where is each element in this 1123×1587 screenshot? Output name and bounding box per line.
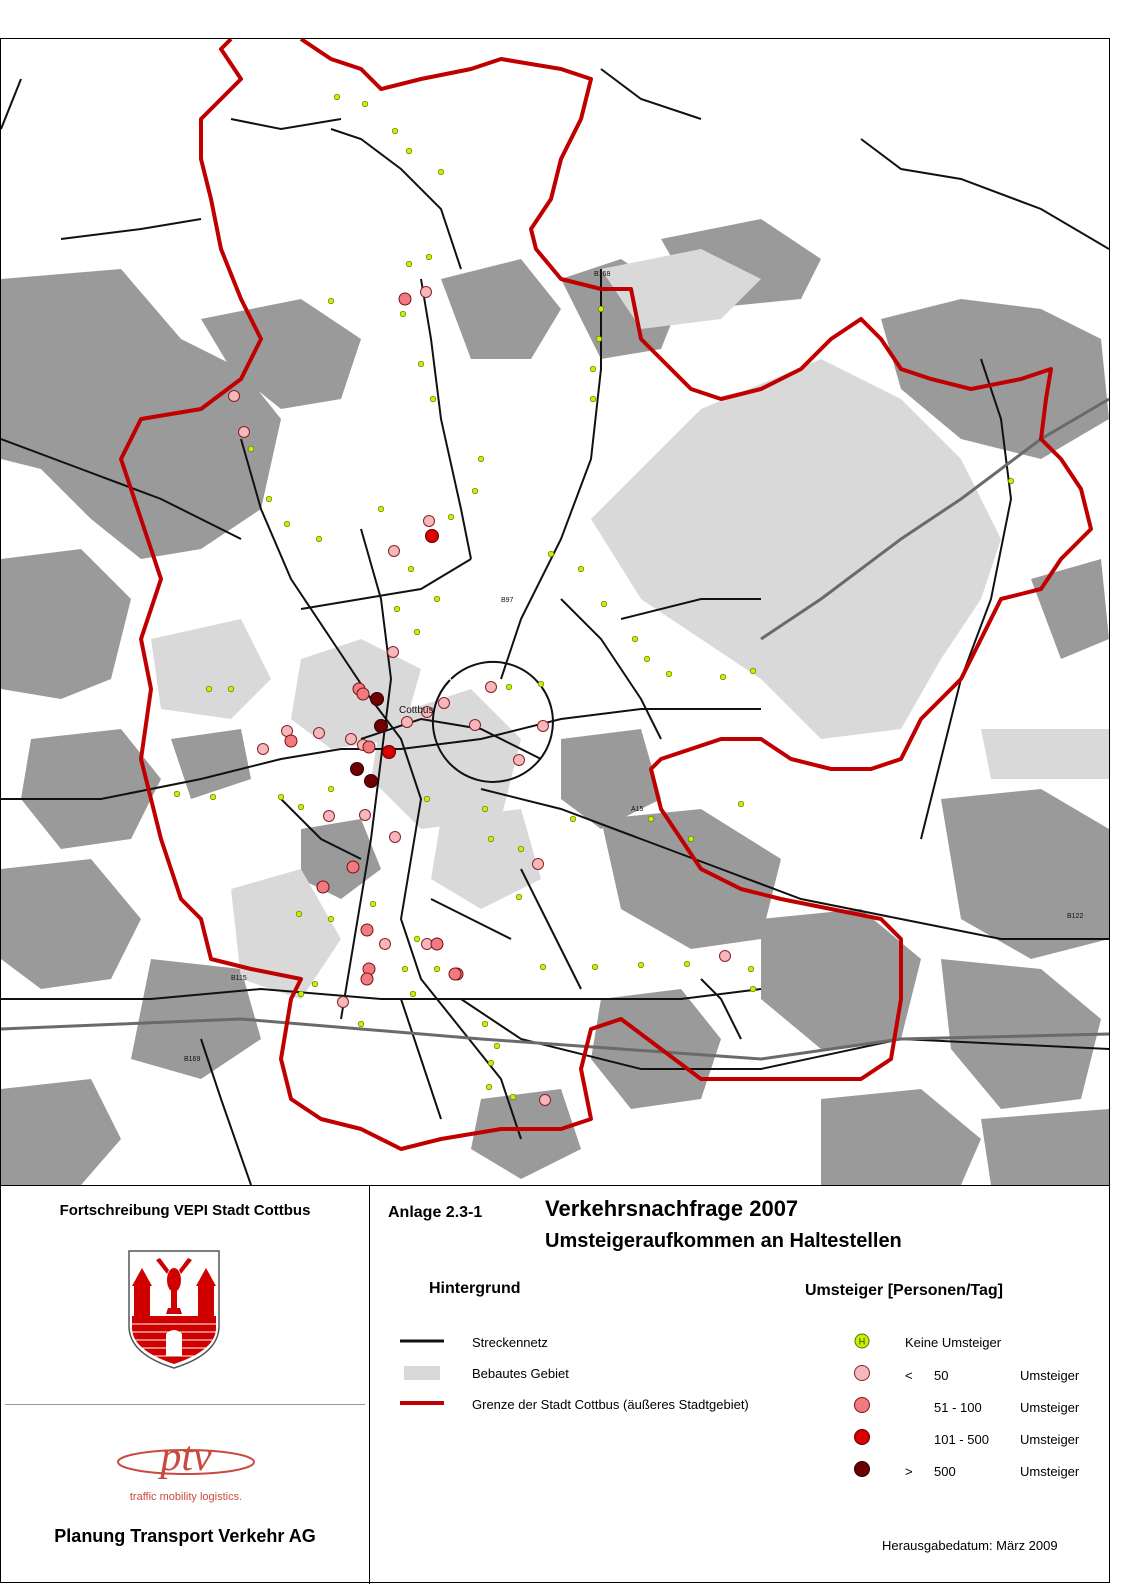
stop-gt500[interactable]	[371, 693, 384, 706]
stop-lt50[interactable]	[514, 755, 525, 766]
stop-51-100[interactable]	[285, 735, 297, 747]
stop-lt50[interactable]	[424, 516, 435, 527]
stop-no-transfer[interactable]	[486, 1084, 492, 1090]
city-crest-icon	[124, 1246, 224, 1371]
stop-no-transfer[interactable]	[592, 964, 598, 970]
legend-51-100-label: Umsteiger	[1020, 1400, 1080, 1415]
built-area-swatch-icon	[404, 1366, 440, 1380]
legend-gt500-operator: >	[905, 1464, 913, 1479]
stop-no-transfer[interactable]	[538, 681, 544, 687]
map-subtitle: Umsteigeraufkommen an Haltestellen	[545, 1230, 902, 1252]
stop-no-transfer[interactable]	[720, 674, 726, 680]
stop-gt500-icon	[853, 1460, 871, 1478]
stop-no-transfer[interactable]	[434, 966, 440, 972]
map-label-road: A15	[631, 806, 644, 813]
stop-lt50[interactable]	[388, 647, 399, 658]
stop-no-transfer[interactable]	[666, 671, 672, 677]
stop-gt500[interactable]	[351, 763, 364, 776]
stop-no-transfer[interactable]	[438, 169, 444, 175]
stop-lt50[interactable]	[421, 287, 432, 298]
stop-51-100[interactable]	[361, 973, 373, 985]
stop-51-100-icon	[853, 1396, 871, 1414]
stop-no-transfer[interactable]	[418, 361, 424, 367]
stop-no-transfer[interactable]	[410, 991, 416, 997]
stop-lt50-icon	[853, 1364, 871, 1382]
stop-no-transfer[interactable]	[494, 1043, 500, 1049]
map-area[interactable]	[1, 39, 1109, 1185]
stop-no-transfer[interactable]	[414, 936, 420, 942]
legend-lt50-operator: <	[905, 1368, 913, 1383]
stop-no-transfer[interactable]	[434, 596, 440, 602]
legend-51-100-range: 51 - 100	[934, 1400, 982, 1415]
stop-lt50[interactable]	[470, 720, 481, 731]
stop-no-transfer[interactable]	[228, 686, 234, 692]
stop-lt50[interactable]	[380, 939, 391, 950]
stop-lt50[interactable]	[720, 951, 731, 962]
organization-title: Fortschreibung VEPI Stadt Cottbus	[59, 1202, 311, 1219]
stop-no-transfer[interactable]	[408, 566, 414, 572]
legend-lt50-range: 50	[934, 1368, 949, 1383]
stop-lt50[interactable]	[390, 832, 401, 843]
stop-no-transfer[interactable]	[748, 966, 754, 972]
stop-no-transfer[interactable]	[392, 128, 398, 134]
stop-no-transfer[interactable]	[406, 148, 412, 154]
stop-no-transfer[interactable]	[601, 601, 607, 607]
ptv-tagline: traffic mobility logistics.	[129, 1491, 243, 1503]
stop-no-transfer[interactable]	[684, 961, 690, 967]
stop-no-transfer[interactable]	[278, 794, 284, 800]
stop-gt500[interactable]	[365, 775, 378, 788]
stop-no-transfer[interactable]	[426, 254, 432, 260]
stop-no-transfer[interactable]	[482, 1021, 488, 1027]
stop-no-transfer[interactable]	[488, 836, 494, 842]
stop-lt50[interactable]	[346, 734, 357, 745]
stop-lt50[interactable]	[314, 728, 325, 739]
stop-no-transfer[interactable]	[596, 336, 602, 342]
stop-lt50[interactable]	[486, 682, 497, 693]
stop-no-transfer[interactable]	[316, 536, 322, 542]
stop-no-transfer[interactable]	[570, 816, 576, 822]
stop-51-100[interactable]	[347, 861, 359, 873]
stop-no-transfer[interactable]	[506, 684, 512, 690]
svg-text:H: H	[858, 1336, 866, 1347]
stop-no-transfer[interactable]	[334, 94, 340, 100]
stop-no-transfer[interactable]	[590, 396, 596, 402]
map-label-road: B115	[231, 975, 247, 982]
stop-no-transfer[interactable]	[296, 911, 302, 917]
legend-gt500-range: 500	[934, 1464, 956, 1479]
stop-gt500[interactable]	[375, 720, 388, 733]
legend-item-built-area: Bebautes Gebiet	[472, 1366, 569, 1381]
stop-lt50[interactable]	[338, 997, 349, 1008]
stop-lt50[interactable]	[229, 391, 240, 402]
stop-101-500[interactable]	[426, 530, 439, 543]
stop-lt50[interactable]	[439, 698, 450, 709]
stop-no-transfer[interactable]	[328, 916, 334, 922]
map-label-road: B169	[184, 1056, 201, 1063]
stop-no-transfer[interactable]	[1008, 478, 1014, 484]
footer-left-column	[0, 1186, 370, 1584]
stop-lt50[interactable]	[538, 721, 549, 732]
stop-no-transfer[interactable]	[430, 396, 436, 402]
stop-51-100[interactable]	[317, 881, 329, 893]
stop-lt50[interactable]	[402, 717, 413, 728]
stop-no-transfer[interactable]	[358, 1021, 364, 1027]
legend-background-heading: Hintergrund	[429, 1280, 521, 1297]
stop-101-500[interactable]	[383, 746, 396, 759]
stop-no-transfer[interactable]	[284, 521, 290, 527]
stop-no-transfer[interactable]	[540, 964, 546, 970]
stop-no-transfer[interactable]	[472, 488, 478, 494]
stop-no-transfer[interactable]	[510, 1094, 516, 1100]
stop-no-transfer[interactable]	[248, 446, 254, 452]
stop-no-transfer[interactable]	[516, 894, 522, 900]
legend-transfer-heading: Umsteiger [Personen/Tag]	[805, 1282, 1003, 1299]
stop-no-transfer[interactable]	[206, 686, 212, 692]
stop-no-transfer[interactable]	[406, 261, 412, 267]
stop-no-transfer[interactable]	[548, 551, 554, 557]
stop-51-100[interactable]	[449, 968, 461, 980]
stop-lt50[interactable]	[533, 859, 544, 870]
ptv-logo-icon	[96, 1424, 276, 1504]
issue-date: Herausgabedatum: März 2009	[882, 1538, 1058, 1553]
annex-label: Anlage 2.3-1	[388, 1204, 483, 1221]
stop-no-transfer[interactable]	[298, 804, 304, 810]
stop-no-transfer[interactable]	[638, 962, 644, 968]
stop-no-transfer[interactable]	[488, 1060, 494, 1066]
map-canvas[interactable]	[1, 39, 1109, 1185]
stop-no-transfer[interactable]	[210, 794, 216, 800]
stop-no-transfer[interactable]	[648, 816, 654, 822]
stop-no-transfer[interactable]	[414, 629, 420, 635]
map-label-road: B122	[1067, 913, 1084, 920]
stop-no-transfer[interactable]	[424, 796, 430, 802]
legend-item-boundary: Grenze der Stadt Cottbus (äußeres Stadtgebiet)	[472, 1397, 749, 1412]
stop-51-100[interactable]	[361, 924, 373, 936]
ptv-logo-text: ptv	[160, 1434, 212, 1480]
stop-51-100[interactable]	[431, 938, 443, 950]
legend-101-500-range: 101 - 500	[934, 1432, 989, 1447]
footer-panel	[0, 1185, 1110, 1583]
stop-no-transfer[interactable]	[688, 836, 694, 842]
stop-no-transfer[interactable]	[400, 311, 406, 317]
stop-no-transfer[interactable]	[750, 986, 756, 992]
stop-no-transfer[interactable]	[328, 298, 334, 304]
map-label-city: Cottbus	[399, 705, 434, 716]
stop-no-transfer[interactable]	[370, 901, 376, 907]
stop-no-transfer[interactable]	[402, 966, 408, 972]
stop-no-transfer[interactable]	[632, 636, 638, 642]
legend-101-500-label: Umsteiger	[1020, 1432, 1080, 1447]
stop-no-transfer[interactable]	[750, 668, 756, 674]
stop-no-transfer[interactable]	[174, 791, 180, 797]
stop-51-100[interactable]	[363, 741, 375, 753]
stop-no-transfer[interactable]	[482, 806, 488, 812]
stop-no-transfer[interactable]	[378, 506, 384, 512]
stop-no-transfer[interactable]	[518, 846, 524, 852]
stop-lt50[interactable]	[258, 744, 269, 755]
stop-lt50[interactable]	[360, 810, 371, 821]
stop-no-transfer[interactable]	[448, 514, 454, 520]
network-line-icon	[400, 1336, 444, 1346]
map-label-road: B168	[594, 271, 611, 278]
stop-51-100[interactable]	[399, 293, 411, 305]
stop-no-transfer[interactable]	[394, 606, 400, 612]
stop-lt50[interactable]	[389, 546, 400, 557]
company-name: Planung Transport Verkehr AG	[54, 1526, 316, 1546]
legend-item-network: Streckennetz	[472, 1335, 548, 1350]
map-title: Verkehrsnachfrage 2007	[545, 1196, 799, 1221]
stop-51-100[interactable]	[357, 688, 369, 700]
stop-no-transfer[interactable]	[362, 101, 368, 107]
stop-none-icon	[853, 1332, 871, 1350]
stop-no-transfer[interactable]	[298, 991, 304, 997]
map-label-road: B97	[501, 597, 514, 604]
legend-gt500-label: Umsteiger	[1020, 1464, 1080, 1479]
stop-lt50[interactable]	[324, 811, 335, 822]
legend-transfer-none-label: Keine Umsteiger	[905, 1335, 1002, 1350]
stop-lt50[interactable]	[540, 1095, 551, 1106]
legend-lt50-label: Umsteiger	[1020, 1368, 1080, 1383]
stop-no-transfer[interactable]	[590, 366, 596, 372]
stop-no-transfer[interactable]	[312, 981, 318, 987]
stop-no-transfer[interactable]	[266, 496, 272, 502]
stop-no-transfer[interactable]	[598, 306, 604, 312]
stop-no-transfer[interactable]	[328, 786, 334, 792]
stop-lt50[interactable]	[239, 427, 250, 438]
stop-no-transfer[interactable]	[644, 656, 650, 662]
stop-no-transfer[interactable]	[578, 566, 584, 572]
boundary-line-icon	[400, 1398, 444, 1408]
stop-no-transfer[interactable]	[478, 456, 484, 462]
footer-divider	[5, 1404, 365, 1405]
stop-no-transfer[interactable]	[738, 801, 744, 807]
stop-101-500-icon	[853, 1428, 871, 1446]
